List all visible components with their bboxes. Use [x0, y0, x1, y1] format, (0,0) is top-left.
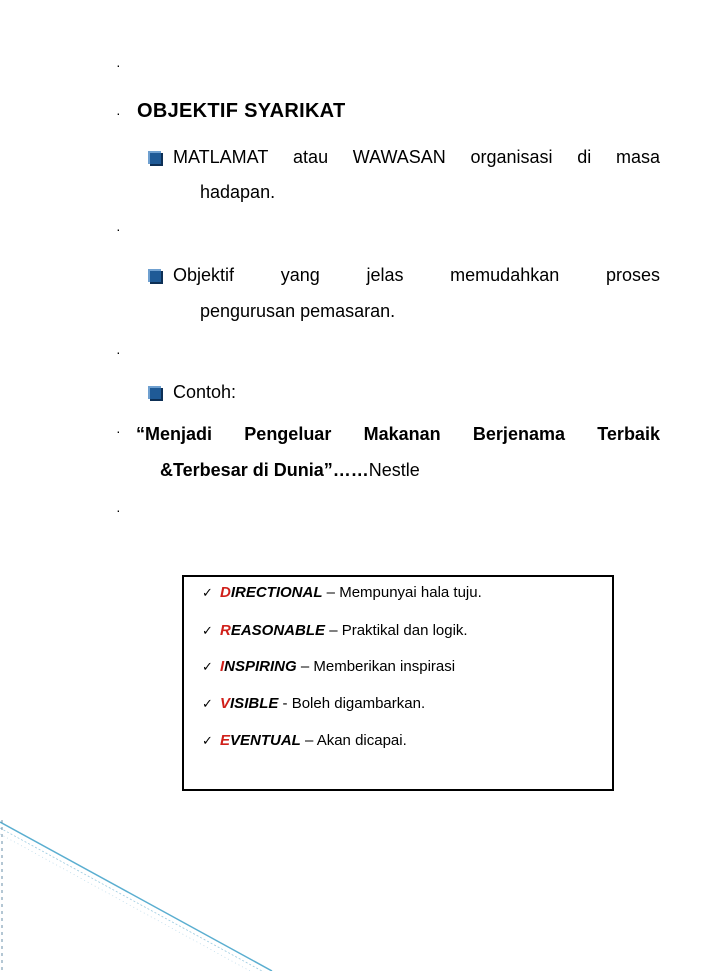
checkmark-icon: ✓ — [202, 659, 213, 674]
word: Pengeluar — [244, 424, 332, 444]
word: WAWASAN — [352, 147, 446, 167]
square-checkbox-icon — [148, 269, 161, 282]
checklist-item: ✓ DIRECTIONAL – Mempunyai hala tuju. — [202, 584, 482, 601]
bullet-first: Objektif — [148, 265, 234, 286]
word: proses — [605, 265, 660, 285]
bullet-first: MATLAMAT — [148, 147, 268, 168]
section-heading: OBJEKTIF SYARIKAT — [137, 100, 346, 122]
quote-bold: &Terbesar di Dunia”…… — [160, 460, 369, 480]
word: yang — [280, 265, 320, 285]
bullet-dot: · — [116, 105, 121, 121]
word: “Menjadi — [136, 424, 213, 444]
word: di — [577, 147, 592, 167]
checkmark-icon: ✓ — [202, 733, 213, 748]
word: Berjenama — [472, 424, 565, 444]
word: Terbaik — [597, 424, 660, 444]
word: memudahkan — [450, 265, 560, 285]
quote-source: Nestle — [368, 460, 420, 480]
checkmark-icon: ✓ — [202, 585, 213, 600]
directions-box — [182, 575, 614, 791]
checkmark-icon: ✓ — [202, 696, 213, 711]
quote-line-1 — [136, 424, 660, 445]
bullet-dot: · — [116, 502, 121, 518]
word: masa — [615, 147, 660, 167]
square-checkbox-icon — [148, 386, 161, 399]
bullet-dot: · — [116, 221, 121, 237]
bullet-dot: · — [116, 423, 121, 439]
checklist-item: ✓ INSPIRING – Memberikan inspirasi — [202, 658, 456, 675]
word: jelas — [366, 265, 404, 285]
checklist-item: ✓ REASONABLE – Praktikal dan logik. — [202, 622, 468, 639]
bullet-continuation: hadapan. — [200, 182, 276, 202]
word: organisasi — [470, 147, 553, 167]
bullet-item — [148, 382, 660, 403]
checklist-item: ✓ VISIBLE - Boleh digambarkan. — [202, 695, 426, 712]
checklist-item: ✓ EVENTUAL – Akan dicapai. — [202, 732, 407, 749]
word: atau — [293, 147, 329, 167]
bullet-item — [148, 147, 660, 168]
bullet-text: Contoh: — [173, 382, 237, 402]
square-checkbox-icon — [148, 151, 161, 164]
bullet-dot: · — [116, 57, 121, 73]
bullet-continuation: pengurusan pemasaran. — [200, 301, 396, 321]
decorative-lines — [0, 800, 300, 971]
bullet-item — [148, 265, 660, 286]
quote-line-2 — [160, 460, 420, 481]
checkmark-icon: ✓ — [202, 623, 213, 638]
word: Makanan — [363, 424, 441, 444]
bullet-dot: · — [116, 344, 121, 360]
